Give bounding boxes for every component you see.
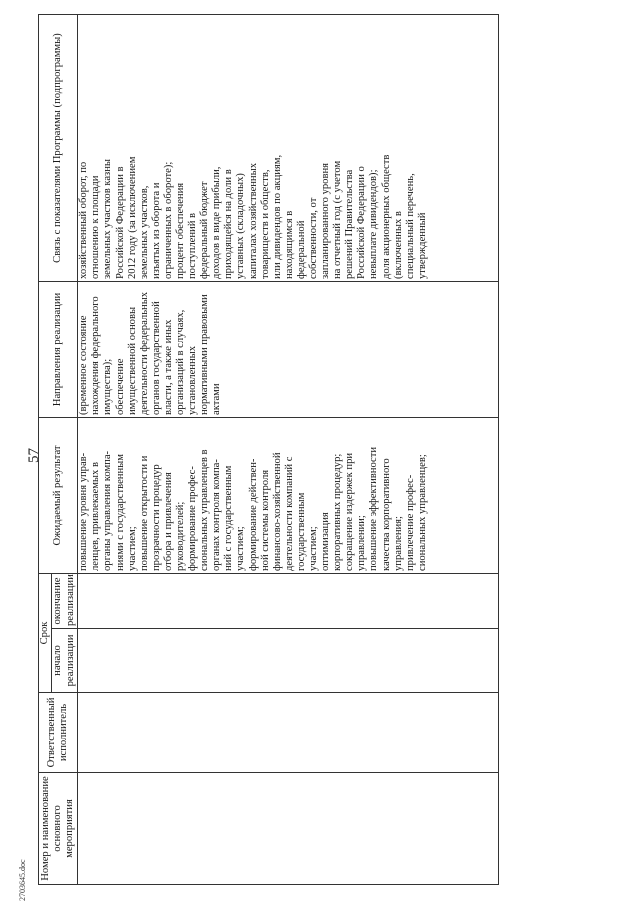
table-row	[78, 15, 499, 885]
text-line: доля акционерных обществ	[380, 154, 392, 279]
text-line: хозяйственный оборот, по	[78, 161, 90, 279]
text-line: формирование профес-	[187, 466, 199, 571]
text-line: власти, а также иных	[162, 319, 174, 415]
text-line: находящимся в	[283, 210, 295, 279]
text-line: деятельности федеральных	[138, 291, 150, 415]
text-line: имущества);	[102, 358, 114, 415]
text-line: запланированного уровня	[320, 163, 332, 279]
text-line: 2012 году (за исключением	[126, 156, 138, 279]
text-line: решений Правительства	[344, 169, 356, 279]
text-line: обеспечение	[114, 358, 126, 415]
text-line: ограниченных в обороте);	[162, 161, 174, 279]
text-line: органы управления компа-	[102, 450, 114, 571]
text-line: нахождения федерального	[90, 296, 102, 415]
col-header-responsible: Ответственный исполнитель	[39, 693, 78, 773]
col-header-term: Срок	[39, 574, 52, 693]
text-line: собственности, от	[308, 197, 319, 279]
cell-responsible	[78, 693, 499, 773]
text-line: повышение открытости и	[138, 455, 150, 571]
text-line: участием;	[235, 526, 247, 571]
col-header-directions: Направления реализации	[39, 282, 78, 418]
text-line: органах контроля компа-	[211, 459, 223, 571]
text-line: корпоративных процедур;	[332, 453, 344, 571]
text-line: сиональных управленцев в	[199, 449, 211, 571]
col-header-term-end: окончание реализации	[52, 574, 78, 629]
text-line: утвержденный	[416, 212, 428, 279]
text-line: процент обеспечения	[174, 182, 186, 279]
text-line: организаций в случаях,	[174, 309, 186, 415]
text-line: органов государственной	[150, 301, 162, 415]
text-line: товариществ и обществ,	[259, 169, 271, 279]
text-line: (временное состояние	[78, 315, 90, 415]
text-line: управления;	[392, 516, 404, 571]
text-line: на отчетный год (с учетом	[332, 160, 344, 279]
text-line: уставных (складочных)	[235, 173, 247, 279]
text-line: невыплате дивидендов);	[368, 169, 380, 279]
table-header-row	[39, 15, 52, 885]
text-line: повышение эффективности	[368, 446, 380, 571]
text-line: участием;	[308, 526, 319, 571]
col-header-number-name: Номер и наименование основного мероприятия	[39, 773, 78, 885]
text-line: актами	[211, 383, 223, 415]
cell-directions	[78, 282, 499, 418]
col-header-expected-result: Ожидаемый результат	[39, 418, 78, 574]
text-line: изъятых из оборота и	[150, 182, 162, 279]
text-line: повышение уровня управ-	[78, 452, 90, 571]
text-line: (включенных в	[392, 211, 404, 279]
text-line: земельных участков казны	[102, 158, 114, 279]
text-line: участием;	[126, 526, 138, 571]
text-line: специальный перечень,	[404, 173, 416, 279]
text-line: нормативными правовыми	[199, 294, 211, 415]
text-line: доходов в виде прибыли,	[211, 166, 223, 279]
cell-expected-result	[78, 418, 499, 574]
text-line: финансово-хозяйственной	[271, 452, 283, 571]
text-line: качества корпоративного	[380, 458, 392, 571]
text-line: сокращение издержек при	[344, 452, 356, 571]
text-line: федеральный бюджет	[199, 181, 211, 279]
program-table	[38, 14, 499, 885]
text-line: ний с государственным	[223, 465, 235, 571]
text-line: ленцев, привлекаемых в	[90, 462, 102, 571]
col-header-link: Связь с показателями Программы (подпрограммы)	[39, 15, 78, 282]
text-line: ниями с государственным	[114, 454, 126, 571]
cell-number-name	[78, 773, 499, 885]
text-line: федеральной	[295, 220, 307, 279]
col-header-term-start: начало реализации	[52, 629, 78, 693]
text-line: деятельности компаний с	[283, 456, 295, 571]
text-line: Российской Федерации в	[114, 166, 126, 279]
text-line: формирование действен-	[247, 458, 259, 571]
text-line: земельных участков,	[138, 185, 150, 279]
text-line: или дивидендов по акциям,	[271, 154, 283, 279]
text-line: привлечение профес-	[404, 474, 416, 571]
text-line: оптимизация	[320, 512, 332, 571]
cell-term-start	[78, 629, 499, 693]
text-line: поступлений в	[187, 212, 199, 279]
text-line: сиональных управленцев;	[416, 454, 428, 571]
cell-term-end	[78, 574, 499, 629]
text-line: отбора и привлечения	[162, 472, 174, 571]
text-line: приходящейся на доли в	[223, 169, 235, 279]
cell-link	[78, 15, 499, 282]
text-line: ной системы контроля	[259, 469, 271, 571]
document-id: 2703645.doc	[18, 859, 27, 901]
text-line: отношению к площади	[90, 175, 102, 279]
text-line: установленных	[187, 345, 199, 415]
text-line: управлении;	[356, 515, 368, 571]
text-line: государственным	[295, 492, 307, 571]
text-line: Российской Федерации о	[356, 166, 368, 279]
text-line: руководителей;	[174, 501, 186, 571]
page-number: 57	[26, 448, 42, 463]
text-line: капиталах хозяйственных	[247, 162, 259, 279]
text-line: прозрачности процедур	[150, 464, 162, 571]
text-line: имущественной основы	[126, 306, 138, 415]
